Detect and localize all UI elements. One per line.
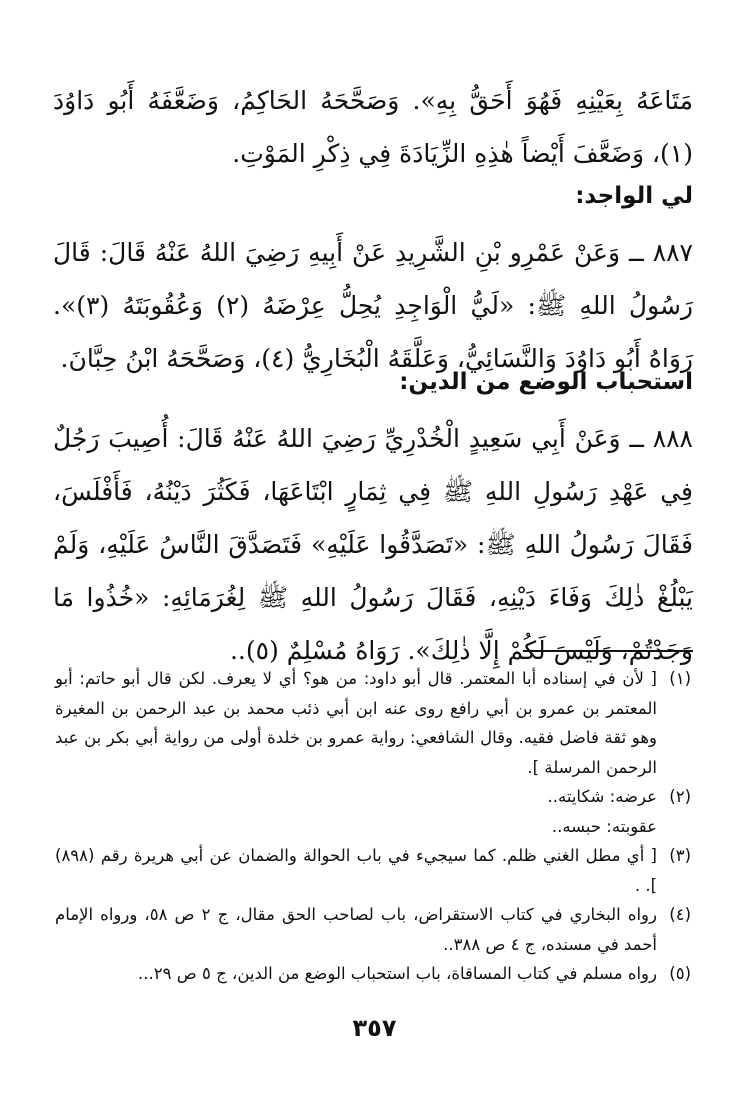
footnotes-section bbox=[55, 664, 691, 989]
footnote-5 bbox=[55, 959, 691, 989]
footnote-4-text: رواه البخاري في كتاب الاستقراض، باب لصاحب الحق مقال، ج ٢ ص ٥٨، ورواه الإمام أحمد في مسنده، ج ٤ ص ٣٨٨.. bbox=[55, 905, 657, 954]
footnote-2-number: (٢) bbox=[669, 787, 691, 806]
footnote-4-number: (٤) bbox=[669, 905, 691, 924]
page-number: ٣٥٧ bbox=[352, 1014, 397, 1042]
section-heading-lay-al-wajid: لي الواجد: bbox=[575, 183, 693, 209]
hadith-887-paragraph: ٨٨٧ ــ وَعَنْ عَمْرِو بْنِ الشَّرِيدِ عَنْ أَبِيهِ رَضِيَ اللهُ عَنْهُ قَالَ: قَالَ رَسُولُ اللهِ ﷺ: «لَيُّ الْوَاجِدِ يُحِلُّ عِرْضَهُ (٢) وَعُقُوبَتَهُ (٣)». رَوَاهُ أَبُو دَاوُدَ وَالنَّسَائِيُّ، وَعَلَّقَهُ الْبُخَارِيُّ (٤)، وَصَحَّحَهُ ابْنُ حِبَّانَ. bbox=[53, 238, 694, 373]
footnote-3-number: (٣) bbox=[669, 846, 691, 865]
hadith-888-paragraph: ٨٨٨ ــ وَعَنْ أَبِي سَعِيدٍ الْخُدْرِيِّ رَضِيَ اللهُ عَنْهُ قَالَ: أُصِيبَ رَجُلٌ فِي عَهْدِ رَسُولِ اللهِ ﷺ فِي ثِمَارٍ ابْتَاعَهَا، فَكَثُرَ دَيْنُهُ، فَأَفْلَسَ، فَقَالَ رَسُولُ اللهِ ﷺ: «تَصَدَّقُوا عَلَيْهِ» فَتَصَدَّقَ النَّاسُ عَلَيْهِ، وَلَمْ يَبْلُغْ ذٰلِكَ وَفَاءَ دَيْنِهِ، فَقَالَ رَسُولُ اللهِ ﷺ لِغُرَمَائِهِ: «خُذُوا مَا وَجَدْتُمْ، وَلَيْسَ لَكُمْ إِلَّا ذٰلِكَ». رَوَاهُ مُسْلِمٌ (٥).. bbox=[53, 424, 694, 665]
footnote-4 bbox=[55, 900, 691, 959]
footnote-5-number: (٥) bbox=[669, 964, 691, 983]
section-heading-istihbab-al-wad: استحباب الوضع من الدين: bbox=[399, 369, 693, 395]
footnote-2 bbox=[55, 782, 691, 812]
footnote-3 bbox=[55, 841, 691, 900]
footnote-divider bbox=[523, 650, 693, 652]
footnote-1-number: (١) bbox=[669, 669, 691, 688]
footnote-3-text: [ أي مطل الغني ظلم. كما سيجيء في باب الحوالة والضمان عن أبي هريرة رقم (٨٩٨) ]. . bbox=[55, 846, 657, 895]
footnote-2-continuation: عقوبته: حبسه.. bbox=[551, 816, 657, 836]
footnote-2-text: عرضه: شكايته.. bbox=[547, 787, 657, 806]
footnote-5-text: رواه مسلم في كتاب المساقاة، باب استحباب الوضع من الدين، ج ٥ ص ٢٩... bbox=[138, 964, 657, 983]
footnote-1-text: [ لأن في إسناده أبا المعتمر. قال أبو داود: من هو؟ أي لا يعرف. لكن قال أبو حاتم: أبو المعتمر بن عمرو بن أبي رافع روى عنه ابن أبي ذئب محمد بن عبد الرحمن بن المغيرة وهو ثقة فاضل فقيه. وقال الشافعي: رواية عمرو بن خلدة أولى من رواية أبي بكر بن عبد الرحمن المرسلة ]. bbox=[55, 669, 657, 777]
intro-paragraph: مَتَاعَهُ بِعَيْنِهِ فَهُوَ أَحَقُّ بِهِ». وَصَحَّحَهُ الحَاكِمُ، وَضَعَّفَهُ أَبُو دَاوُدَ (١)، وَضَعَّفَ أَيْضاً هٰذِهِ الزِّيَادَةَ فِي ذِكْرِ المَوْتِ. bbox=[53, 86, 693, 168]
footnote-1 bbox=[55, 664, 691, 782]
